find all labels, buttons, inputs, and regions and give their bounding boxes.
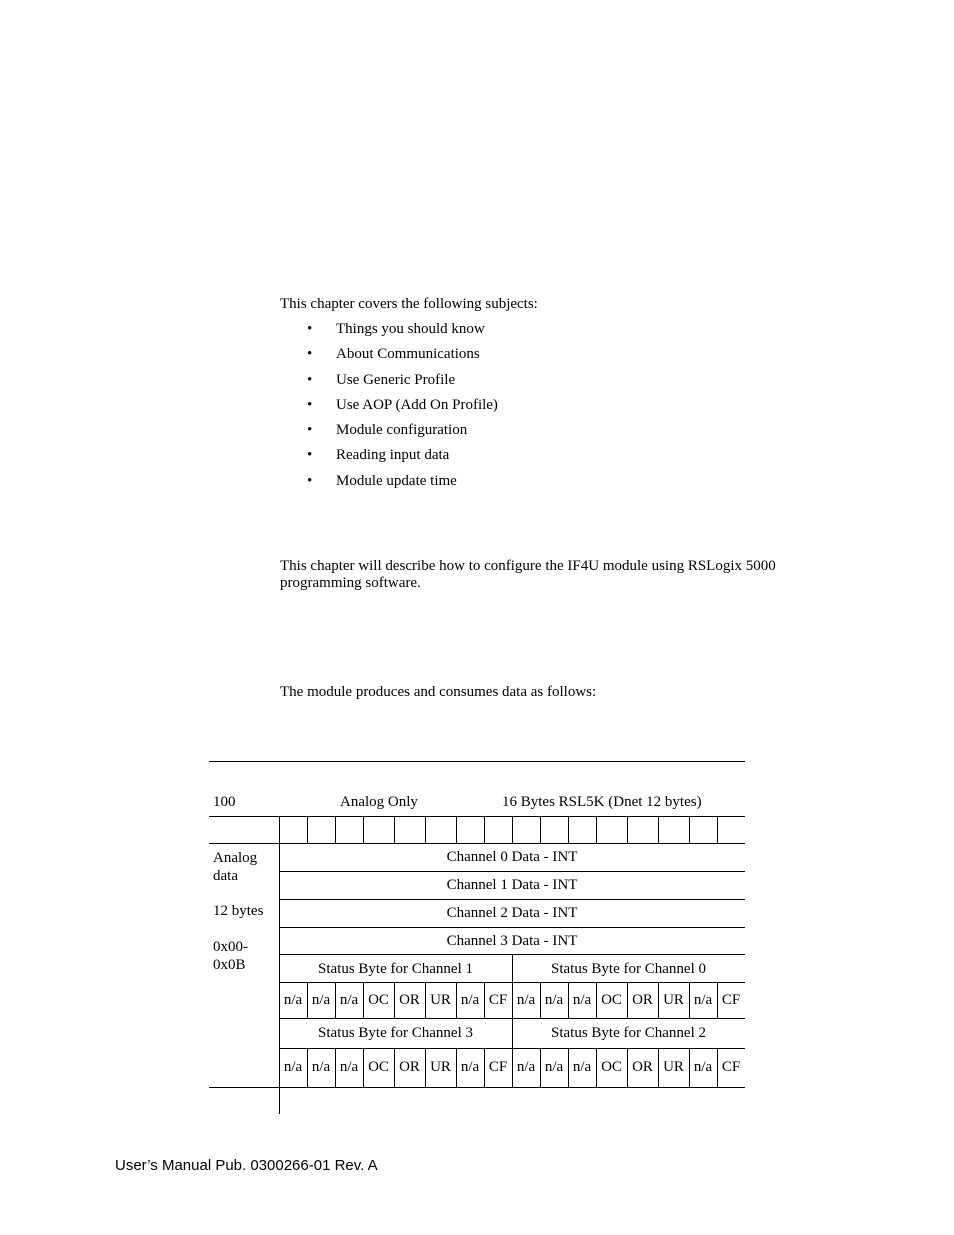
bit-separator	[394, 816, 395, 843]
bit-label: OC	[601, 1059, 622, 1075]
bit-label: n/a	[339, 1059, 359, 1075]
bit-label: n/a	[460, 992, 480, 1008]
bit-separator	[596, 816, 597, 843]
table-size: 16 Bytes RSL5K (Dnet 12 bytes)	[502, 794, 702, 810]
bit-separator	[627, 816, 628, 843]
bit-label: UR	[430, 1059, 451, 1075]
description-paragraph: This chapter will describe how to configure the IF4U module using RSLogix 5000 programming software.	[280, 558, 776, 591]
status-byte-label: Status Byte for Channel 1	[318, 961, 473, 977]
bit-label: OR	[399, 1059, 420, 1075]
bit-label: CF	[488, 1059, 508, 1075]
list-item: • Module update time	[307, 472, 457, 489]
status-byte-label: Status Byte for Channel 2	[551, 1025, 706, 1041]
bit-separator	[689, 816, 690, 843]
bit-label: OC	[601, 992, 622, 1008]
list-item: • Things you should know	[307, 321, 485, 337]
bit-label: CF	[488, 992, 508, 1008]
bit-label: n/a	[516, 992, 536, 1008]
bit-label: UR	[663, 1059, 684, 1075]
data-intro-text: The module produces and consumes data as follows:	[280, 684, 597, 700]
bit-label: OR	[399, 992, 420, 1008]
bit-separator	[658, 816, 659, 843]
bit-separator	[425, 816, 426, 843]
bit-label: n/a	[572, 992, 592, 1008]
left-label: Analog	[213, 850, 258, 866]
channel-row: Channel 2 Data - INT	[446, 905, 578, 921]
bit-label: n/a	[544, 992, 564, 1008]
table-id: 100	[213, 794, 236, 810]
status-byte-label: Status Byte for Channel 0	[551, 961, 706, 977]
footer-text: User’s Manual Pub. 0300266-01 Rev. A	[115, 1157, 378, 1174]
bit-separator	[307, 816, 308, 843]
bit-label: OR	[632, 1059, 653, 1075]
bit-label: CF	[721, 992, 741, 1008]
bit-label: n/a	[693, 992, 713, 1008]
bit-label: UR	[663, 992, 684, 1008]
bit-label: n/a	[693, 1059, 713, 1075]
bit-label: n/a	[460, 1059, 480, 1075]
channel-row: Channel 3 Data - INT	[446, 933, 578, 949]
bit-separator	[484, 816, 485, 843]
subjects-list	[307, 320, 498, 497]
intro-text: This chapter covers the following subjects:	[280, 296, 538, 312]
list-item: • Reading input data	[307, 447, 450, 464]
left-label: 0x00-	[213, 939, 248, 955]
bit-label: n/a	[311, 1059, 331, 1075]
bit-separator	[568, 816, 569, 843]
left-label: data	[213, 868, 238, 884]
left-label: 12 bytes	[213, 903, 264, 919]
bit-label: n/a	[339, 992, 359, 1008]
list-item: • Use Generic Profile	[307, 371, 456, 388]
bit-label: n/a	[283, 1059, 303, 1075]
table-type: Analog Only	[340, 794, 418, 810]
list-item: • Use AOP (Add On Profile)	[307, 396, 498, 413]
list-item: • About Communications	[307, 346, 480, 363]
bit-label: n/a	[311, 992, 331, 1008]
bit-label: n/a	[516, 1059, 536, 1075]
bit-label: n/a	[283, 992, 303, 1008]
bit-separator	[540, 816, 541, 843]
channel-row: Channel 0 Data - INT	[446, 849, 578, 865]
bit-separator	[717, 816, 718, 843]
bit-label: OC	[368, 992, 389, 1008]
bit-separator	[456, 816, 457, 843]
list-item: • Module configuration	[307, 422, 468, 439]
bit-label: CF	[721, 1059, 741, 1075]
status-byte-label: Status Byte for Channel 3	[318, 1025, 473, 1041]
bit-separator	[512, 816, 513, 843]
bit-separator	[335, 816, 336, 843]
bit-separator	[363, 816, 364, 843]
bit-label: OC	[368, 1059, 389, 1075]
left-label: 0x0B	[213, 957, 246, 973]
bit-label: n/a	[572, 1059, 592, 1075]
bit-label: UR	[430, 992, 451, 1008]
bit-label: OR	[632, 992, 653, 1008]
bit-label: n/a	[544, 1059, 564, 1075]
channel-row: Channel 1 Data - INT	[446, 877, 578, 893]
